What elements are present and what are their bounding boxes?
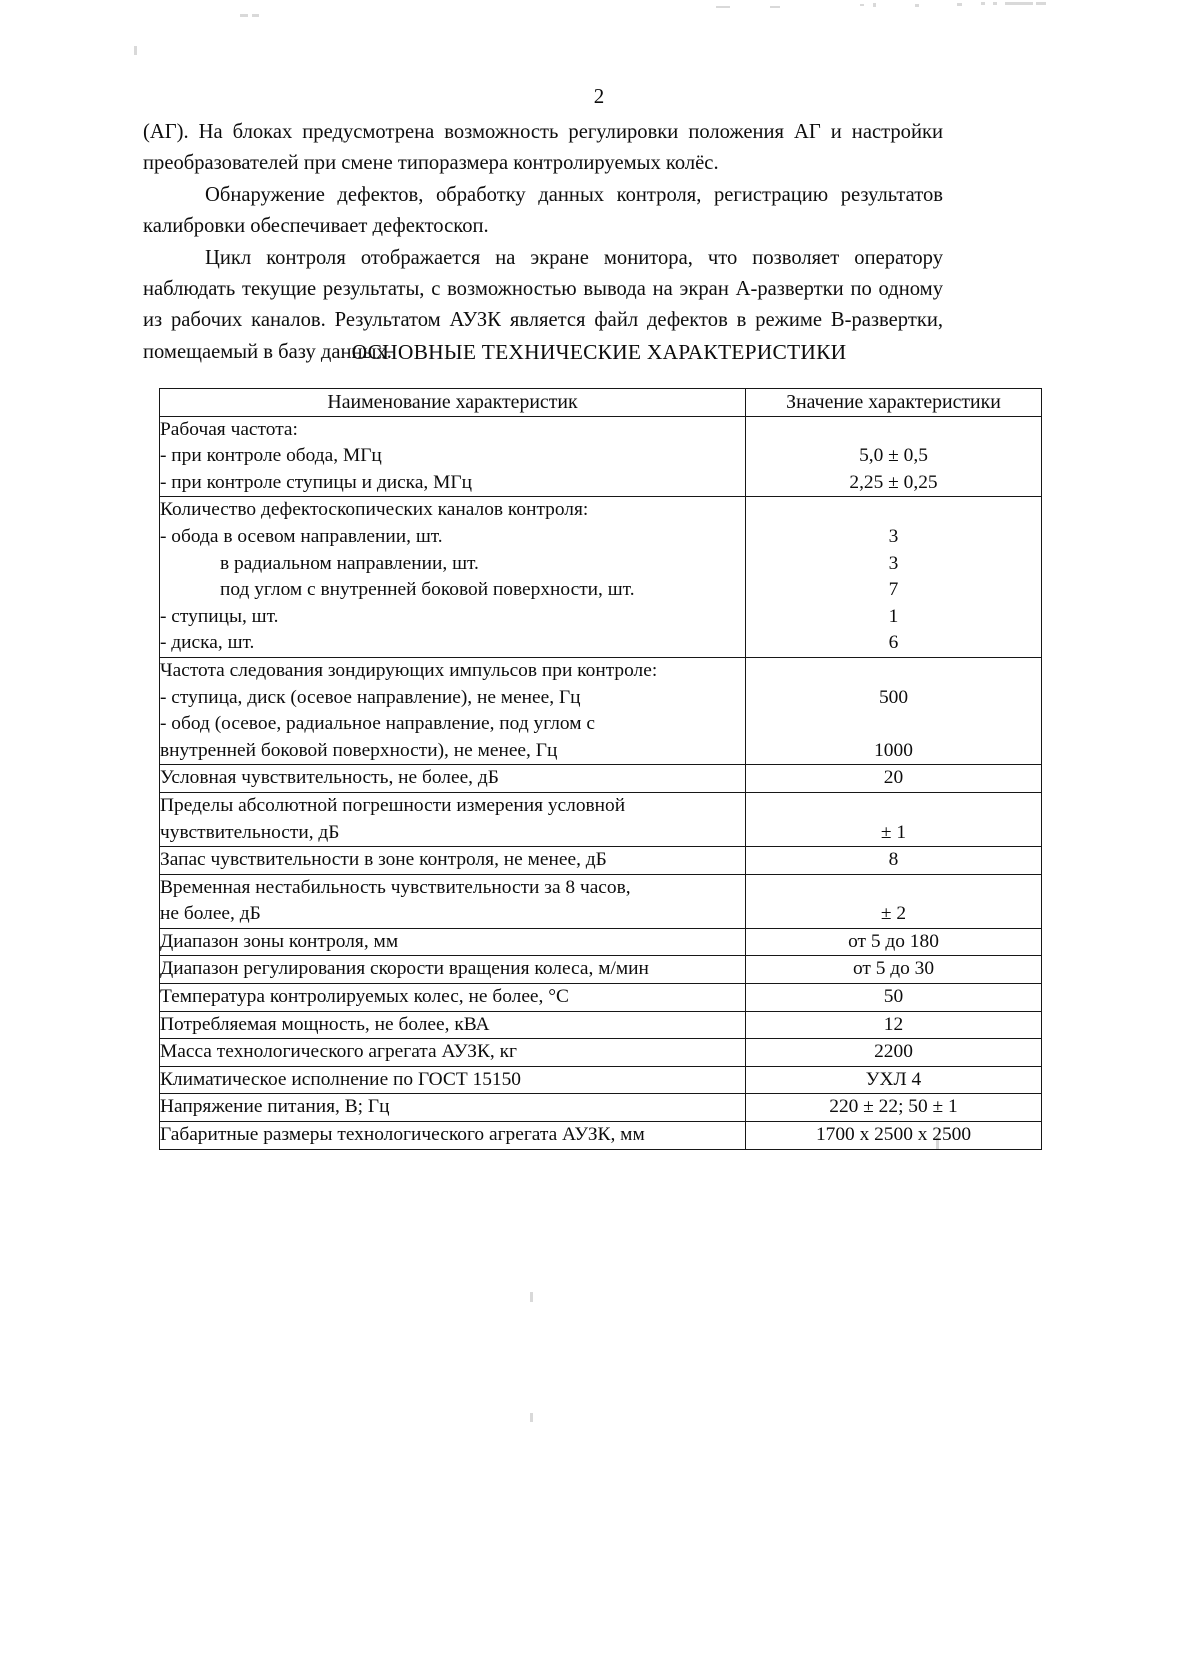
table-row xyxy=(160,847,1042,875)
spec-name-line: в радиальном направлении, шт. xyxy=(220,552,479,574)
scan-artifact xyxy=(530,1413,533,1422)
scan-artifact xyxy=(252,14,259,17)
spec-name-line: Климатическое исполнение по ГОСТ 15150 xyxy=(160,1068,522,1090)
spec-value-cell xyxy=(746,1122,1042,1150)
spec-name-line: Запас чувствительности в зоне контроля, не менее, дБ xyxy=(160,849,607,871)
spec-name-line: Диапазон зоны контроля, мм xyxy=(160,930,399,952)
spec-name-cell xyxy=(160,984,746,1012)
spec-value-line: ± 2 xyxy=(880,903,907,925)
spec-value-line: от 5 до 180 xyxy=(848,930,939,952)
scan-artifact xyxy=(770,6,780,8)
spec-table-container xyxy=(159,388,1041,1150)
spec-value-line: от 5 до 30 xyxy=(852,958,935,980)
spec-name-cell xyxy=(160,1011,746,1039)
spec-name-line: Временная нестабильность чувствительности за 8 часов, xyxy=(160,876,631,898)
spec-name-line: чувствительности, дБ xyxy=(160,821,340,843)
scan-artifact xyxy=(915,4,919,7)
scan-artifact xyxy=(993,2,997,5)
spec-name-line: Габаритные размеры технологического агрегата АУЗК, мм xyxy=(160,1124,645,1146)
scan-artifact xyxy=(134,46,137,55)
table-row xyxy=(160,1094,1042,1122)
table-row xyxy=(160,1011,1042,1039)
spec-name-line: Температура контролируемых колес, не более, °С xyxy=(160,986,569,1008)
spec-value-line: 2,25 ± 0,25 xyxy=(849,471,938,493)
spec-value-line: 3 xyxy=(888,552,899,574)
table-body xyxy=(160,416,1042,1149)
scan-artifact xyxy=(981,2,985,5)
spec-name-line: Потребляемая мощность, не более, кВА xyxy=(160,1013,490,1035)
spec-value-line: 1000 xyxy=(874,739,913,761)
scan-artifact xyxy=(1005,2,1033,5)
spec-value-cell xyxy=(746,792,1042,846)
spec-name-line: - при контроле ступицы и диска, МГц xyxy=(160,471,472,493)
spec-value-cell xyxy=(746,765,1042,793)
scan-artifact xyxy=(240,14,248,17)
spec-value-line: 1 xyxy=(888,605,899,627)
spec-name-cell xyxy=(160,928,746,956)
paragraph: (АГ). На блоках предусмотрена возможность регулировки положения АГ и настройки преобразователей при смене типоразмера контролируемых колёс. xyxy=(143,121,943,175)
scan-artifact xyxy=(530,1292,533,1302)
spec-name-cell xyxy=(160,416,746,497)
spec-name-line: Условная чувствительность, не более, дБ xyxy=(160,767,499,789)
spec-value-line: УХЛ 4 xyxy=(865,1068,922,1090)
spec-value-cell xyxy=(746,847,1042,875)
scan-artifact xyxy=(716,6,730,8)
spec-name-cell xyxy=(160,657,746,764)
table-row xyxy=(160,1039,1042,1067)
spec-value-line: 8 xyxy=(888,849,899,871)
table-row xyxy=(160,416,1042,497)
spec-value-cell xyxy=(746,657,1042,764)
spec-value-line: 500 xyxy=(878,686,909,708)
paragraph: Обнаружение дефектов, обработку данных контроля, регистрацию результатов калибровки обеспечивает дефектоскоп. xyxy=(143,183,943,238)
spec-value-cell xyxy=(746,416,1042,497)
spec-value-cell xyxy=(746,1066,1042,1094)
spec-value-line: ± 1 xyxy=(880,821,907,843)
spec-value-cell xyxy=(746,1039,1042,1067)
spec-value-line: 20 xyxy=(883,767,904,789)
spec-name-cell xyxy=(160,1122,746,1150)
column-header-value: Значение характеристики xyxy=(746,389,1042,417)
spec-value-line: 12 xyxy=(883,1013,904,1035)
table-row xyxy=(160,765,1042,793)
spec-name-cell xyxy=(160,497,746,658)
spec-value-cell xyxy=(746,984,1042,1012)
spec-value-line: 1700 x 2500 x 2500 xyxy=(815,1124,972,1146)
spec-name-cell xyxy=(160,765,746,793)
spec-name-line: внутренней боковой поверхности), не менее, Гц xyxy=(160,739,558,761)
spec-value-line: 5,0 ± 0,5 xyxy=(859,445,928,467)
page-number: 2 xyxy=(593,84,605,108)
specifications-table xyxy=(159,388,1042,1150)
spec-name-line: Диапазон регулирования скорости вращения колеса, м/мин xyxy=(160,958,649,980)
table-row xyxy=(160,497,1042,658)
spec-name-line: под углом с внутренней боковой поверхности, шт. xyxy=(220,579,635,601)
table-row xyxy=(160,874,1042,928)
spec-name-line: Пределы абсолютной погрешности измерения условной xyxy=(160,794,626,816)
spec-name-cell xyxy=(160,1039,746,1067)
spec-name-line: Рабочая частота: xyxy=(160,418,298,440)
scan-artifact xyxy=(860,4,864,6)
table-row xyxy=(160,1122,1042,1150)
table-head xyxy=(160,389,1042,417)
table-row xyxy=(160,1066,1042,1094)
column-header-name: Наименование характеристик xyxy=(160,389,746,417)
spec-name-line: не более, дБ xyxy=(160,903,261,925)
spec-value-line: 50 xyxy=(883,986,904,1008)
spec-name-line: Частота следования зондирующих импульсов при контроле: xyxy=(160,659,658,681)
table-row xyxy=(160,956,1042,984)
spec-name-line: - ступица, диск (осевое направление), не менее, Гц xyxy=(160,686,581,708)
spec-value-cell xyxy=(746,497,1042,658)
spec-name-cell xyxy=(160,792,746,846)
spec-name-line: - обод (осевое, радиальное направление, под углом с xyxy=(160,713,595,735)
spec-name-line: - диска, шт. xyxy=(160,632,255,654)
spec-name-cell xyxy=(160,956,746,984)
table-row xyxy=(160,792,1042,846)
spec-value-cell xyxy=(746,1094,1042,1122)
spec-name-cell xyxy=(160,847,746,875)
spec-value-cell xyxy=(746,928,1042,956)
scan-artifact xyxy=(873,3,876,7)
body-text xyxy=(143,117,943,368)
spec-name-line: - при контроле обода, МГц xyxy=(160,445,382,467)
table-row xyxy=(160,657,1042,764)
spec-value-cell xyxy=(746,956,1042,984)
spec-name-line: Масса технологического агрегата АУЗК, кг xyxy=(160,1041,517,1063)
table-header-row xyxy=(160,389,1042,417)
scan-artifact xyxy=(1036,2,1046,5)
spec-name-cell xyxy=(160,1094,746,1122)
scan-artifact xyxy=(957,3,962,6)
spec-value-line: 220 ± 22; 50 ± 1 xyxy=(829,1096,958,1118)
spec-value-line: 2200 xyxy=(874,1041,913,1063)
spec-value-line: 3 xyxy=(888,525,899,547)
spec-value-cell xyxy=(746,874,1042,928)
spec-value-line: 6 xyxy=(888,632,899,654)
table-row xyxy=(160,928,1042,956)
spec-name-line: Количество дефектоскопических каналов контроля: xyxy=(160,499,589,521)
spec-name-cell xyxy=(160,1066,746,1094)
spec-name-line: - обода в осевом направлении, шт. xyxy=(160,525,443,547)
table-row xyxy=(160,984,1042,1012)
section-heading: ОСНОВНЫЕ ТЕХНИЧЕСКИЕ ХАРАКТЕРИСТИКИ xyxy=(351,340,847,364)
spec-value-line: 7 xyxy=(888,579,899,601)
spec-name-line: - ступицы, шт. xyxy=(160,605,279,627)
spec-name-cell xyxy=(160,874,746,928)
paragraph: Цикл контроля отображается на экране монитора, что позволяет оператору наблюдать текущие результаты, с возможностью вывода на экран А-развертки по одному из рабочих каналов. Результатом АУЗК является файл дефектов в режиме В-развертки, помещаемый в базу данных. xyxy=(143,246,943,363)
spec-name-line: Напряжение питания, В; Гц xyxy=(160,1096,390,1118)
spec-value-cell xyxy=(746,1011,1042,1039)
